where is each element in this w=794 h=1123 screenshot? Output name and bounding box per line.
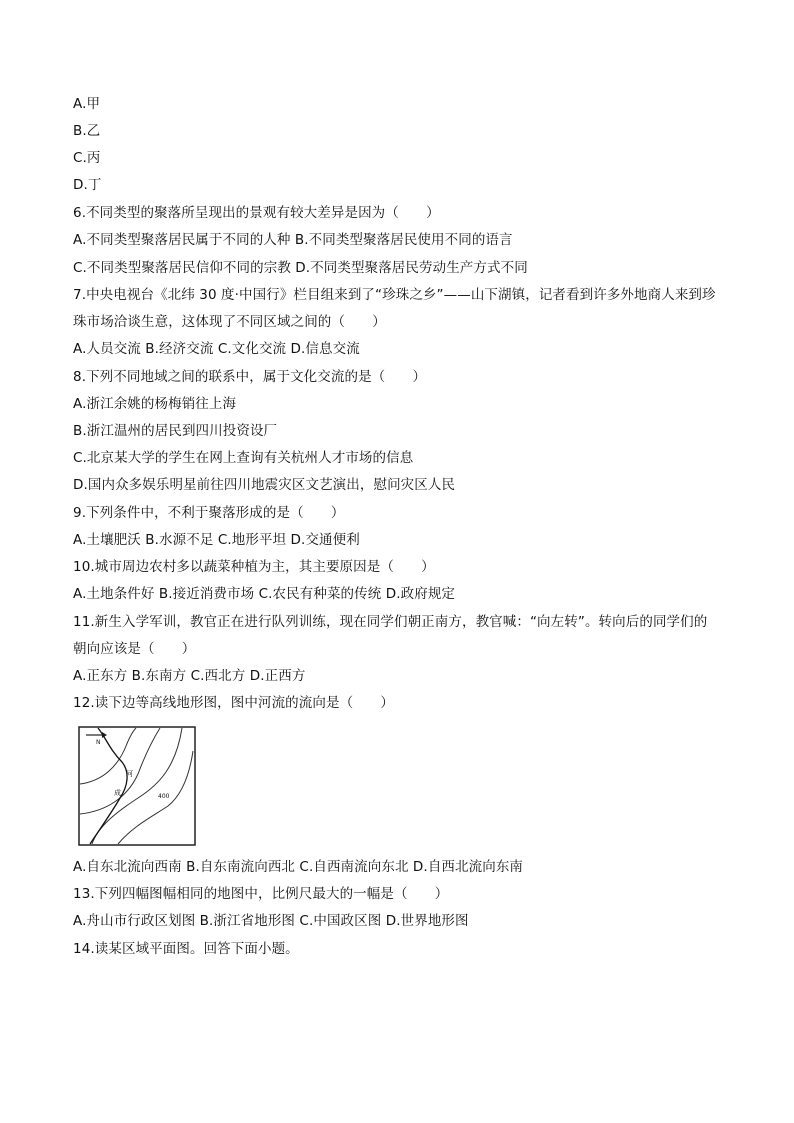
option-d-ding: D.丁: [73, 177, 102, 193]
option-c-bing: C.丙: [73, 150, 101, 166]
question-8-option-d: D.国内众多娱乐明星前往四川地震灾区文艺演出，慰问灾区人民: [73, 477, 456, 493]
question-7-line-1: 7.中央电视台《北纬 30 度·中国行》栏目组来到了“珍珠之乡”——山下湖镇，记者看到许多外地商人来到珍: [73, 287, 716, 303]
question-12-options: A.自东北流向西南 B.自东南流向西北 C.自西南流向东北 D.自西北流向东南: [73, 859, 524, 875]
question-6-options-cd: C.不同类型聚落居民信仰不同的宗教 D.不同类型聚落居民劳动生产方式不同: [73, 260, 528, 276]
question-8: 8.下列不同地域之间的联系中，属于文化交流的是（ ）: [73, 369, 427, 385]
river-label: 河: [126, 770, 133, 778]
question-11-line-1: 11.新生入学军训，教官正在进行队列训练，现在同学们朝正南方，教官喊：“向左转”。转向后的同学们的: [73, 614, 708, 630]
question-11-options: A.正东方 B.东南方 C.西北方 D.正西方: [73, 668, 306, 684]
question-9-options: A.土壤肥沃 B.水源不足 C.地形平坦 D.交通便利: [73, 532, 360, 548]
question-8-option-b: B.浙江温州的居民到四川投资设厂: [73, 423, 278, 439]
question-7-line-2: 珠市场洽谈生意，这体现了不同区域之间的（ ）: [73, 314, 386, 330]
question-12: 12.读下边等高线地形图，图中河流的流向是（ ）: [73, 695, 394, 711]
question-7-options: A.人员交流 B.经济交流 C.文化交流 D.信息交流: [73, 341, 360, 357]
question-9: 9.下列条件中，不利于聚落形成的是（ ）: [73, 505, 345, 521]
option-b-yi: B.乙: [73, 123, 101, 139]
question-10-options: A.土地条件好 B.接近消费市场 C.农民有种菜的传统 D.政府规定: [73, 586, 456, 602]
north-label: N: [96, 739, 101, 746]
marker-label: 成: [114, 789, 121, 797]
question-8-option-a: A.浙江余姚的杨梅销往上海: [73, 396, 237, 412]
contour-value-label: 400: [158, 793, 170, 800]
question-6-options-ab: A.不同类型聚落居民属于不同的人种 B.不同类型聚落居民使用不同的语言: [73, 232, 513, 248]
question-13-options: A.舟山市行政区划图 B.浙江省地形图 C.中国政区图 D.世界地形图: [73, 913, 469, 929]
question-13: 13.下列四幅图幅相同的地图中，比例尺最大的一幅是（ ）: [73, 886, 449, 902]
contour-map-figure: [78, 726, 196, 846]
question-6: 6.不同类型的聚落所呈现出的景观有较大差异是因为（ ）: [73, 205, 440, 221]
question-10: 10.城市周边农村多以蔬菜种植为主，其主要原因是（ ）: [73, 559, 435, 575]
question-8-option-c: C.北京某大学的学生在网上查询有关杭州人才市场的信息: [73, 450, 414, 466]
question-14: 14.读某区域平面图。回答下面小题。: [73, 941, 299, 957]
option-a-jia: A.甲: [73, 96, 101, 112]
question-11-line-2: 朝向应该是（ ）: [73, 641, 196, 657]
